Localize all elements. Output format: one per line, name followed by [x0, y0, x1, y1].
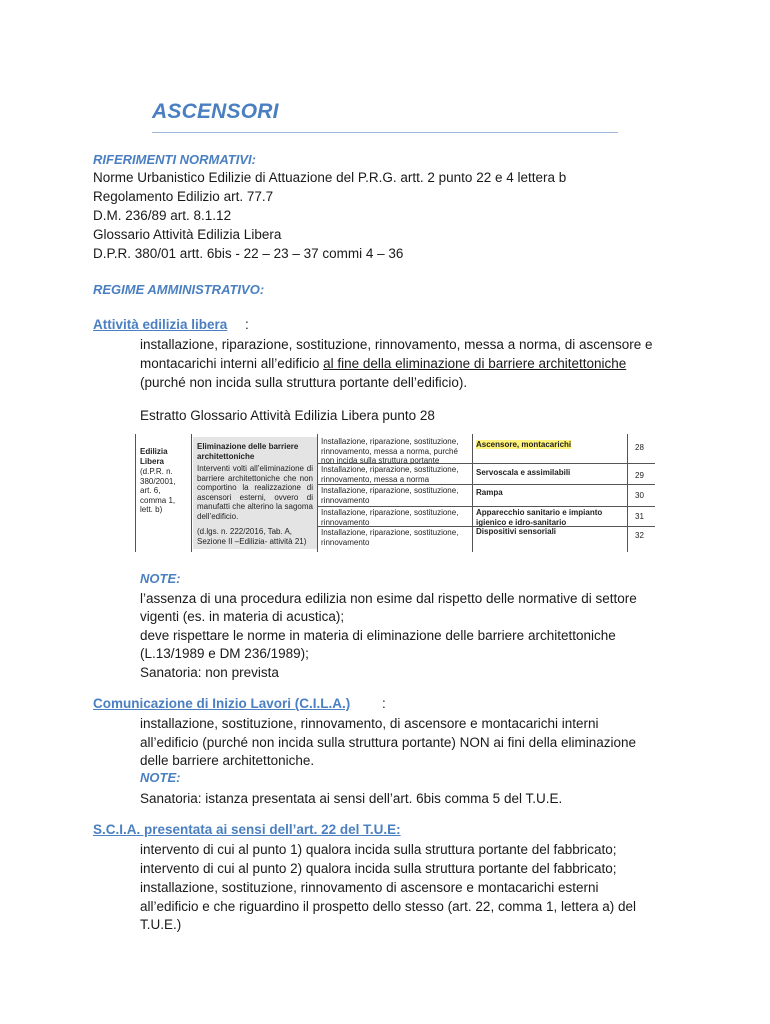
table-row-desc: Installazione, riparazione, sostituzione, rinnovamento, messa a norma, purché non incida sulla struttura portante: [321, 437, 459, 465]
page-title: ASCENSORI: [152, 100, 279, 123]
table-dpr-ref: (d.P.R. n. 380/2001, art. 6, comma 1, lett. b): [140, 467, 176, 514]
attivita-text-line: (purché non incida sulla struttura portante dell’edificio).: [140, 375, 468, 390]
cila-note-text: Sanatoria: istanza presentata ai sensi dell’art. 6bis comma 5 del T.U.E.: [140, 791, 563, 806]
note-line: Sanatoria: non prevista: [140, 665, 279, 680]
table-row-desc: Installazione, riparazione, sostituzione, rinnovamento: [321, 508, 459, 527]
cila-text-line: all’edificio (purché non incida sulla struttura portante) NON ai fini della eliminazione: [140, 735, 636, 750]
cila-text-line: installazione, sostituzione, rinnovamento, di ascensore e montacarichi interni: [140, 716, 599, 731]
riferimenti-label: RIFERIMENTI NORMATIVI:: [93, 152, 256, 167]
note-line: deve rispettare le norme in materia di eliminazione delle barriere architettoniche: [140, 628, 616, 643]
attivita-text-part: montacarichi interni all’edificio: [140, 356, 324, 371]
note-label: NOTE:: [140, 770, 181, 785]
glossario-table: [135, 434, 655, 552]
section-colon: :: [245, 317, 249, 332]
note-line: (L.13/1989 e DM 236/1989);: [140, 646, 309, 661]
scia-text-line: installazione, sostituzione, rinnovamento di ascensore e montacarichi esterni: [140, 880, 599, 895]
riferimento-line: Glossario Attività Edilizia Libera: [93, 227, 282, 242]
table-row-item: [476, 440, 606, 450]
table-barriere-desc: Interventi volti all’eliminazione di barriere architettoniche che non comportino la realizzazione di ascensori esterni, ovvero di manufatti che alterino la sagoma dell’edificio.: [197, 464, 313, 521]
table-row-num: 30: [635, 491, 644, 500]
table-border: [317, 506, 655, 507]
table-row-num: 31: [635, 512, 644, 521]
table-border: [317, 434, 318, 552]
table-border: [627, 434, 628, 552]
riferimento-line: Regolamento Edilizio art. 77.7: [93, 189, 274, 204]
table-border: [472, 434, 473, 552]
title-underline: [152, 132, 618, 133]
table-row-num: 28: [635, 443, 644, 452]
note-line: l’assenza di una procedura edilizia non esime dal rispetto delle normative di settore: [140, 591, 637, 606]
table-border: [135, 434, 136, 552]
section-attivita-libera: Attività edilizia libera: [93, 317, 228, 332]
table-row-desc: Installazione, riparazione, sostituzione, rinnovamento, messa a norma: [321, 465, 459, 484]
table-row-item: Servoscala e assimilabili: [476, 468, 571, 477]
scia-text-line: all’edificio e che riguardino il prospetto dello stesso (art. 22, comma 1, lettera a) del: [140, 899, 636, 914]
table-row-desc: Installazione, riparazione, sostituzione, rinnovamento: [321, 486, 459, 505]
table-barriere-title: Eliminazione delle barriere architettoniche: [197, 442, 299, 461]
highlighted-item: Ascensore, montacarichi: [476, 440, 572, 449]
riferimento-line: D.P.R. 380/01 artt. 6bis - 22 – 23 – 37 commi 4 – 36: [93, 246, 404, 261]
table-row-desc: Installazione, riparazione, sostituzione, rinnovamento: [321, 528, 459, 547]
riferimento-line: D.M. 236/89 art. 8.1.12: [93, 208, 232, 223]
scia-text-line: intervento di cui al punto 1) qualora incida sulla struttura portante del fabbricato;: [140, 842, 617, 857]
section-scia: S.C.I.A. presentata ai sensi dell’art. 22 del T.U.E:: [93, 822, 401, 837]
barriere-underlined-text: al fine della eliminazione di barriere architettoniche: [323, 356, 627, 371]
riferimento-line: Norme Urbanistico Edilizie di Attuazione del P.R.G. artt. 2 punto 22 e 4 lettera b: [93, 170, 567, 185]
table-row-num: 32: [635, 531, 644, 540]
table-edilizia-libera: Edilizia Libera: [140, 447, 168, 466]
table-dlgs-ref: (d.lgs. n. 222/2016, Tab. A, Sezione II –Edilizia- attività 21): [197, 527, 307, 546]
scia-text-line: intervento di cui al punto 2) qualora incida sulla struttura portante del fabbricato;: [140, 861, 617, 876]
note-label: NOTE:: [140, 571, 181, 586]
note-line: vigenti (es. in materia di acustica);: [140, 609, 345, 624]
table-row-item: Dispositivi sensoriali: [476, 527, 557, 536]
attivita-text-line: installazione, riparazione, sostituzione, rinnovamento, messa a norma, di ascensore e: [140, 337, 653, 352]
table-row-item: Rampa: [476, 488, 503, 497]
table-border: [317, 484, 655, 485]
regime-label: REGIME AMMINISTRATIVO:: [93, 282, 265, 297]
section-colon: :: [382, 696, 386, 711]
scia-text-line: T.U.E.): [140, 917, 182, 932]
section-cila: Comunicazione di Inizio Lavori (C.I.L.A.): [93, 696, 351, 711]
table-row-num: 29: [635, 471, 644, 480]
attivita-text-line: [140, 354, 626, 373]
cila-text-line: delle barriere architettoniche.: [140, 753, 315, 768]
estratto-caption: Estratto Glossario Attività Edilizia Libera punto 28: [140, 408, 435, 423]
table-row-item: Apparecchio sanitario e impianto igienico e idro-sanitario: [476, 508, 603, 527]
table-border: [191, 434, 192, 552]
